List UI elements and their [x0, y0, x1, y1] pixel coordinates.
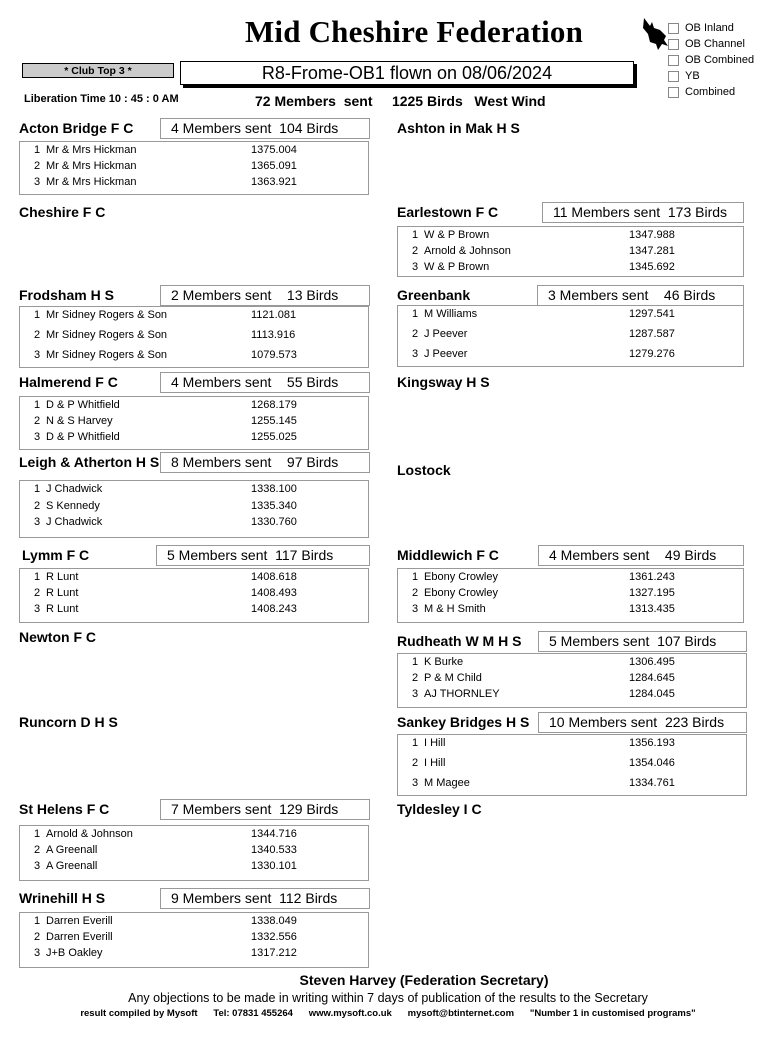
- club-name: Middlewich F C: [397, 547, 499, 563]
- club-name: Wrinehill H S: [19, 890, 106, 906]
- club-results-table: [19, 568, 369, 623]
- result-velocity: 1335.340: [251, 499, 297, 512]
- result-position: 1: [34, 915, 41, 927]
- result-position: 2: [412, 587, 419, 599]
- result-velocity: 1356.193: [629, 737, 675, 749]
- result-velocity: 1332.556: [251, 931, 297, 943]
- result-row: [412, 571, 743, 587]
- result-fancier: D & P Whitfield: [46, 399, 120, 411]
- ob-inland-checkbox[interactable]: [668, 23, 679, 34]
- club-results-table: [19, 306, 369, 368]
- result-fancier: A Greenall: [46, 860, 98, 872]
- result-fancier: I Hill: [424, 757, 446, 769]
- result-position: 3: [412, 603, 419, 615]
- option-label: Combined: [685, 86, 736, 98]
- result-position: 3: [34, 860, 41, 872]
- result-fancier: N & S Harvey: [46, 415, 113, 427]
- result-row: [412, 229, 743, 245]
- result-row: [34, 329, 368, 349]
- club-results-table: [19, 480, 369, 538]
- result-position: 3: [34, 603, 41, 615]
- result-fancier: Mr & Mrs Hickman: [46, 160, 137, 172]
- result-velocity: 1327.195: [629, 587, 675, 599]
- result-fancier: Darren Everill: [46, 931, 113, 943]
- result-velocity: 1317.212: [251, 947, 297, 959]
- result-velocity: 1297.541: [629, 308, 675, 320]
- club-members-sent: 11 Members sent 173 Birds: [542, 202, 744, 223]
- result-velocity: 1121.081: [251, 309, 297, 321]
- club-name: Leigh & Atherton H S: [19, 454, 160, 470]
- result-position: 1: [34, 828, 41, 840]
- result-row: [34, 947, 368, 963]
- result-fancier: J Peever: [424, 328, 468, 340]
- result-row: [34, 349, 368, 369]
- result-row: [34, 516, 368, 533]
- result-fancier: R Lunt: [46, 571, 79, 583]
- result-velocity: 1113.916: [251, 329, 296, 341]
- result-fancier: Mr Sidney Rogers & Son: [46, 329, 168, 341]
- result-velocity: 1255.025: [251, 431, 297, 443]
- result-velocity: 1365.091: [251, 160, 297, 172]
- result-position: 3: [34, 947, 41, 959]
- result-fancier: Mr Sidney Rogers & Son: [46, 349, 168, 361]
- result-fancier: A Greenall: [46, 844, 98, 856]
- result-fancier: D & P Whitfield: [46, 431, 120, 443]
- result-row: [34, 144, 368, 160]
- result-row: [34, 431, 368, 447]
- result-fancier: R Lunt: [46, 587, 79, 599]
- yb-checkbox[interactable]: [668, 71, 679, 82]
- result-position: 3: [34, 431, 41, 443]
- result-position: 1: [412, 308, 419, 320]
- result-velocity: 1408.618: [251, 571, 297, 583]
- result-position: 1: [34, 399, 41, 411]
- club-name: Acton Bridge F C: [19, 120, 134, 136]
- result-velocity: 1354.046: [629, 757, 675, 769]
- club-name: Lymm F C: [22, 547, 90, 563]
- result-velocity: 1408.493: [251, 587, 297, 599]
- result-velocity: 1340.533: [251, 844, 297, 856]
- club-name: Ashton in Mak H S: [397, 120, 520, 136]
- compiled-by: result compiled by Mysoft Tel: 07831 455264 www.mysoft.co.uk mysoft@btinternet.com "Number 1 in customised programs": [80, 1008, 696, 1019]
- club-members-sent: 4 Members sent 55 Birds: [160, 372, 370, 393]
- result-row: [34, 309, 368, 329]
- result-fancier: Arnold & Johnson: [46, 828, 133, 840]
- club-results-table: [397, 568, 744, 623]
- club-name: Newton F C: [19, 629, 96, 645]
- ob-combined-checkbox[interactable]: [668, 55, 679, 66]
- club-name: Lostock: [397, 462, 451, 478]
- result-position: 1: [412, 229, 419, 241]
- club-name: Runcorn D H S: [19, 714, 118, 730]
- club-members-sent: 5 Members sent 107 Birds: [538, 631, 747, 652]
- result-position: 3: [34, 176, 41, 188]
- club-name: Cheshire F C: [19, 204, 106, 220]
- result-fancier: Mr & Mrs Hickman: [46, 144, 137, 156]
- result-position: 1: [412, 656, 419, 668]
- options-list: [668, 20, 754, 100]
- result-row: [412, 688, 746, 704]
- club-results-table: [19, 912, 369, 968]
- result-position: 1: [34, 483, 41, 495]
- result-row: [412, 245, 743, 261]
- result-row: [34, 571, 368, 587]
- result-position: 2: [34, 415, 41, 427]
- race-summary: 72 Members sent 1225 Birds West Wind: [255, 93, 546, 109]
- result-row: [412, 261, 743, 277]
- result-fancier: J Chadwick: [46, 483, 103, 495]
- result-velocity: 1338.100: [251, 483, 297, 495]
- result-position: 3: [412, 348, 419, 360]
- result-position: 3: [412, 777, 419, 789]
- result-position: 2: [34, 844, 41, 856]
- result-fancier: M Magee: [424, 777, 470, 789]
- result-row: [412, 757, 746, 777]
- result-fancier: J Peever: [424, 348, 468, 360]
- result-position: 2: [34, 499, 41, 512]
- result-row: [34, 160, 368, 176]
- secretary-name: Steven Harvey (Federation Secretary): [299, 972, 549, 988]
- result-row: [412, 587, 743, 603]
- result-velocity: 1313.435: [629, 603, 675, 615]
- result-position: 2: [34, 329, 41, 341]
- result-row: [34, 915, 368, 931]
- result-position: 1: [34, 571, 41, 583]
- result-row: [412, 348, 743, 368]
- liberation-time: Liberation Time 10 : 45 : 0 AM: [24, 93, 179, 105]
- result-velocity: 1344.716: [251, 828, 297, 840]
- result-velocity: 1079.573: [251, 349, 297, 361]
- club-name: St Helens F C: [19, 801, 110, 817]
- club-members-sent: 2 Members sent 13 Birds: [160, 285, 370, 306]
- result-velocity: 1268.179: [251, 399, 297, 411]
- result-row: [34, 844, 368, 860]
- result-position: 3: [34, 516, 41, 528]
- club-members-sent: 3 Members sent 46 Birds: [537, 285, 744, 306]
- result-row: [34, 399, 368, 415]
- result-row: [412, 328, 743, 348]
- club-members-sent: 4 Members sent 104 Birds: [160, 118, 370, 139]
- result-fancier: W & P Brown: [424, 229, 490, 241]
- result-row: [34, 603, 368, 619]
- club-name: Rudheath W M H S: [397, 633, 522, 649]
- result-row: [412, 737, 746, 757]
- club-results-table: [397, 734, 747, 796]
- result-position: 2: [34, 931, 41, 943]
- result-row: [34, 931, 368, 947]
- result-fancier: R Lunt: [46, 603, 79, 615]
- club-name: Greenbank: [397, 287, 471, 303]
- club-name: Tyldesley I C: [397, 801, 482, 817]
- result-velocity: 1330.101: [251, 860, 297, 872]
- result-row: [412, 672, 746, 688]
- result-velocity: 1345.692: [629, 261, 675, 273]
- result-position: 2: [412, 672, 419, 684]
- result-fancier: I Hill: [424, 737, 446, 749]
- result-position: 1: [412, 737, 419, 749]
- result-position: 3: [412, 261, 419, 273]
- result-row: [34, 828, 368, 844]
- result-velocity: 1347.281: [629, 245, 675, 257]
- result-velocity: 1363.921: [251, 176, 297, 188]
- pigeon-icon: [640, 16, 670, 52]
- result-row: [412, 308, 743, 328]
- result-velocity: 1338.049: [251, 915, 297, 927]
- option-label: YB: [685, 70, 700, 82]
- club-results-table: [19, 396, 369, 450]
- club-members-sent: 9 Members sent 112 Birds: [160, 888, 370, 909]
- result-position: 3: [34, 349, 41, 361]
- result-fancier: M & H Smith: [424, 603, 486, 615]
- result-velocity: 1375.004: [251, 144, 297, 156]
- result-row: [412, 656, 746, 672]
- result-row: [34, 176, 368, 192]
- ob-channel-checkbox[interactable]: [668, 39, 679, 50]
- result-velocity: 1334.761: [629, 777, 675, 789]
- club-name: Kingsway H S: [397, 374, 490, 390]
- result-velocity: 1284.045: [629, 688, 675, 700]
- club-members-sent: 8 Members sent 97 Birds: [160, 452, 370, 473]
- result-position: 1: [34, 144, 41, 156]
- result-row: [34, 500, 368, 517]
- club-results-table: [397, 226, 744, 277]
- club-top-badge: * Club Top 3 *: [22, 63, 174, 78]
- result-velocity: 1347.988: [629, 229, 675, 241]
- page-title: Mid Cheshire Federation: [244, 14, 584, 49]
- result-velocity: 1361.243: [629, 571, 675, 583]
- result-velocity: 1408.243: [251, 603, 297, 615]
- objections-note: Any objections to be made in writing within 7 days of publication of the results to the Secretary: [128, 991, 648, 1005]
- result-position: 1: [412, 571, 419, 583]
- club-name: Halmerend F C: [19, 374, 118, 390]
- result-velocity: 1284.645: [629, 672, 675, 684]
- club-results-table: [19, 141, 369, 195]
- combined-checkbox[interactable]: [668, 87, 679, 98]
- result-fancier: J+B Oakley: [46, 947, 103, 959]
- result-velocity: 1279.276: [629, 348, 675, 360]
- result-fancier: Darren Everill: [46, 915, 113, 927]
- result-velocity: 1330.760: [251, 516, 297, 528]
- option-label: OB Inland: [685, 22, 734, 34]
- result-fancier: Ebony Crowley: [424, 571, 498, 583]
- result-fancier: AJ THORNLEY: [424, 688, 500, 700]
- result-row: [34, 587, 368, 603]
- club-name: Sankey Bridges H S: [397, 714, 530, 730]
- result-position: 3: [412, 688, 419, 700]
- club-name: Frodsham H S: [19, 287, 114, 303]
- result-row: [34, 483, 368, 500]
- result-row: [412, 777, 746, 797]
- result-row: [34, 860, 368, 876]
- club-results-table: [397, 653, 747, 708]
- club-members-sent: 5 Members sent 117 Birds: [156, 545, 370, 566]
- result-velocity: 1287.587: [629, 328, 675, 340]
- club-members-sent: 7 Members sent 129 Birds: [160, 799, 370, 820]
- result-row: [34, 415, 368, 431]
- race-title: R8-Frome-OB1 flown on 08/06/2024: [180, 61, 634, 85]
- result-row: [412, 603, 743, 619]
- result-fancier: W & P Brown: [424, 261, 490, 273]
- result-position: 2: [34, 587, 41, 599]
- result-fancier: P & M Child: [424, 672, 482, 684]
- result-fancier: M Williams: [424, 308, 478, 320]
- result-velocity: 1306.495: [629, 656, 675, 668]
- club-members-sent: 4 Members sent 49 Birds: [538, 545, 744, 566]
- result-fancier: S Kennedy: [46, 499, 100, 512]
- option-label: OB Channel: [685, 38, 745, 50]
- club-name: Earlestown F C: [397, 204, 499, 220]
- result-fancier: K Burke: [424, 656, 464, 668]
- result-fancier: J Chadwick: [46, 516, 103, 528]
- result-fancier: Ebony Crowley: [424, 587, 498, 599]
- club-members-sent: 10 Members sent 223 Birds: [538, 712, 747, 733]
- result-position: 2: [412, 328, 419, 340]
- result-position: 1: [34, 309, 41, 321]
- result-position: 2: [412, 245, 419, 257]
- result-fancier: Mr & Mrs Hickman: [46, 176, 137, 188]
- result-fancier: Arnold & Johnson: [424, 245, 511, 257]
- result-position: 2: [412, 757, 419, 769]
- result-position: 2: [34, 160, 41, 172]
- club-results-table: [19, 825, 369, 881]
- result-velocity: 1255.145: [251, 415, 297, 427]
- option-label: OB Combined: [685, 54, 755, 66]
- club-results-table: [397, 305, 744, 367]
- result-fancier: Mr Sidney Rogers & Son: [46, 309, 168, 321]
